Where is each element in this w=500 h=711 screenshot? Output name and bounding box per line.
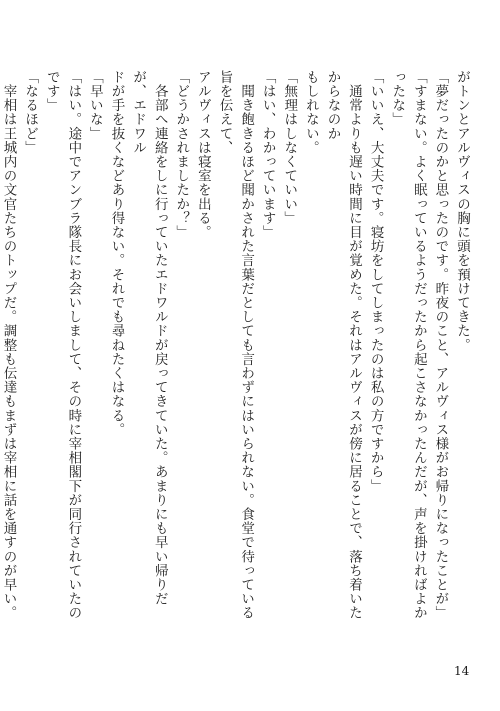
text-line: 「無理はしなくていい」 (281, 70, 298, 226)
body-text (0, 70, 472, 630)
text-line: 「なるほど」 (22, 70, 39, 155)
text-line: 「いいえ、大丈夫です。寝坊をしてしまったのは私の方ですから」 (367, 70, 384, 493)
text-line: ドが手を抜くなどあり得ない。それでも尋ねたくはなる。 (108, 70, 125, 437)
text-line: 宰相は王城内の文官たちのトップだ。調整も伝達もまずは宰相に話を通すのが早い。 (0, 84, 17, 620)
text-line: アルヴィスは寝室を出る。 (194, 70, 211, 240)
text-line: 「はい。途中でアンブラ隊長にお会いしまして、その時に宰相閣下が同行されていたのです」 (43, 70, 82, 620)
text-line: 「はい、わかっています」 (259, 70, 276, 240)
text-line: 聞き飽きるほど聞かされた言葉だとしても言わずにはいられない。食堂で待っている旨を伝えて、 (216, 70, 255, 620)
text-line: 「夢だったのかと思ったのです。昨夜のこと、アルヴィス様がお帰りになったことが」 (432, 70, 449, 620)
text-line: 「どうかされましたか？」 (173, 70, 190, 240)
text-line: もしれない。 (302, 70, 319, 155)
text-line: 通常よりも遅い時間に目が覚めた。それはアルヴィスが傍に居ることで、落ち着いたからなのか (324, 70, 363, 620)
page-number: 14 (454, 664, 470, 678)
text-line: 各部へ連絡をしに行っていたエドワルドが戻ってきていた。あまりにも早い帰りだが、エドワル (130, 70, 168, 606)
text-line: 「すまない。よく眠っているようだったから起こさなかったんだが、声を掛ければよかったな」 (389, 70, 427, 620)
text-line: がトンとアルヴィスの胸に頭を預けてきた。 (454, 70, 470, 352)
text-line: 「早いな」 (86, 70, 103, 141)
